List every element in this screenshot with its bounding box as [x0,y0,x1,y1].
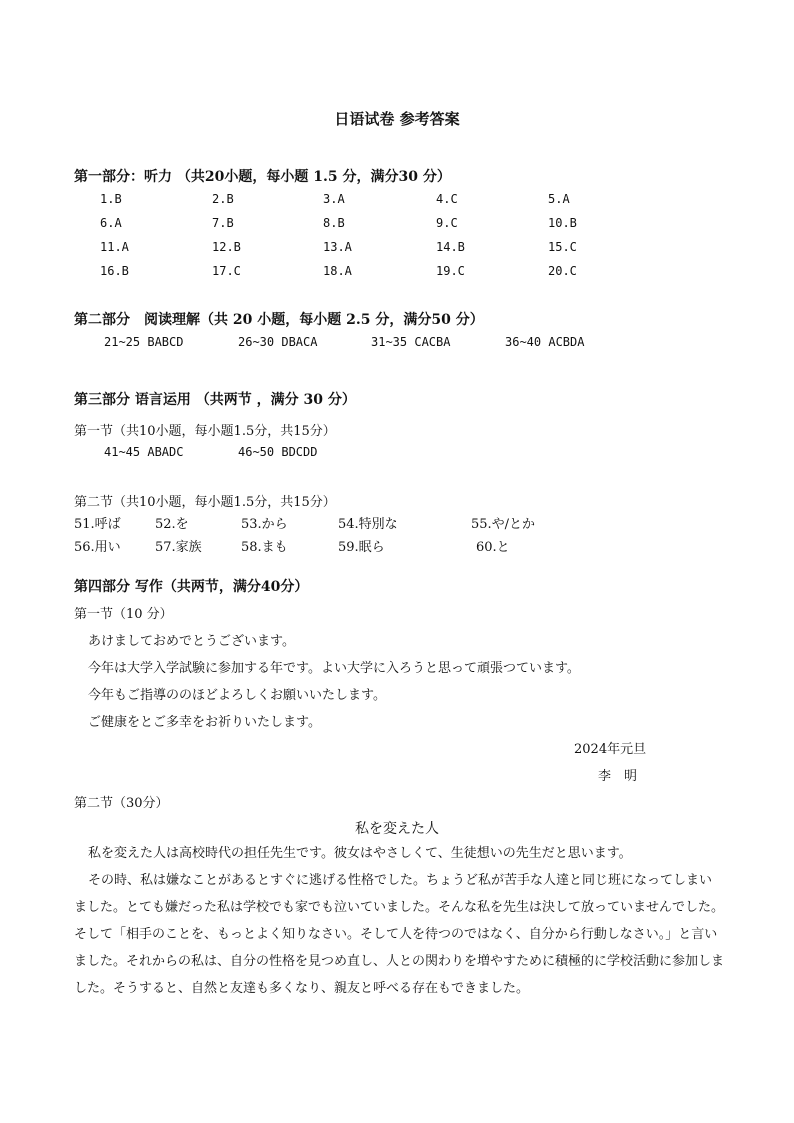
part4-section1-label: 第一节（10 分） [74,607,173,622]
listening-answer: 10.B [548,216,577,230]
listening-answer: 7.B [212,216,234,230]
letter-line: ご健康をとご多幸をお祈りいたします。 [88,715,321,730]
listening-answer: 5.A [548,192,570,206]
cloze-answer: 54.特別な [338,517,398,532]
part3-section2-label: 第二节（共10小题，每小题1.5分，共15分） [74,495,336,510]
cloze-answer: 56.用い [74,540,121,555]
cloze-answer: 58.まも [241,540,288,555]
essay-paragraph: 私を変えた人は高校時代の担任先生です。彼女はやさしくて、生徒想いの先生だと思います。 [88,846,632,861]
letter-date: 2024年元旦 [574,742,647,757]
listening-answer: 20.C [548,264,577,278]
letter-signature: 李 明 [598,769,638,784]
part2-heading: 第二部分 阅读理解（共 20 小题，每小题 2.5 分，满分50 分） [74,312,484,328]
listening-answer: 18.A [323,264,352,278]
listening-answer: 12.B [212,240,241,254]
essay-body [74,840,724,1002]
cloze-answer: 57.家族 [155,540,202,555]
letter-line: 今年は大学入学試験に参加する年です。よい大学に入ろうと思って頑張つています。 [88,661,580,676]
part3-section1-answer: 41~45 ABADC [104,445,184,459]
listening-answer: 13.A [323,240,352,254]
listening-answer: 3.A [323,192,345,206]
essay-paragraph: その時、私は嫌なことがあるとすぐに逃げる性格でした。ちょうど私が苦手な人達と同じ班になってしまいました。とても嫌だった私は学校でも家でも泣いていました。そんな私を先生は決して放っていませんでした。そして「相手のことを、もっとよく知りなさい。そして人を待つのではなく、自分から行動しなさい。」と言いました。それからの私は、自分の性格を見つめ直し、人との関わりを増やすために積極的に学校活動に参加しました。そうすると、自然と友達も多くなり、親友と呼べる存在もできました。 [74,873,725,996]
part2-answer: 26~30 DBACA [238,335,318,349]
listening-answer: 11.A [100,240,129,254]
part2-answer: 21~25 BABCD [104,335,184,349]
part2-answer: 36~40 ACBDA [505,335,585,349]
part3-heading: 第三部分 语言运用 （共两节 ，满分 30 分） [74,392,356,408]
letter-line: あけましておめでとうございます。 [88,634,295,649]
listening-answer: 8.B [323,216,345,230]
listening-answer: 19.C [436,264,465,278]
cloze-answer: 55.や/とか [471,517,536,532]
listening-answer: 9.C [436,216,458,230]
listening-answer: 17.C [212,264,241,278]
listening-answer: 4.C [436,192,458,206]
cloze-answer: 60.と [476,540,510,555]
essay-title: 私を変えた人 [355,821,439,837]
listening-answer: 6.A [100,216,122,230]
listening-answer: 16.B [100,264,129,278]
part1-heading: 第一部分：听力 （共20小题，每小题 1.5 分，满分30 分） [74,169,451,185]
cloze-answer: 53.から [241,517,288,532]
listening-answer: 1.B [100,192,122,206]
part3-section1-answer: 46~50 BDCDD [238,445,318,459]
listening-answer: 14.B [436,240,465,254]
page-title: 日语试卷 参考答案 [334,110,460,128]
part2-answer: 31~35 CACBA [371,335,451,349]
part4-section2-label: 第二节（30分） [74,796,169,811]
part4-heading: 第四部分 写作（共两节，满分40分） [74,579,309,595]
letter-line: 今年もご指導ののほどよろしくお願いいたします。 [88,688,386,703]
listening-answer: 15.C [548,240,577,254]
cloze-answer: 52.を [155,517,189,532]
cloze-answer: 51.呼ば [74,517,121,532]
cloze-answer: 59.眠ら [338,540,385,555]
listening-answer: 2.B [212,192,234,206]
part3-section1-label: 第一节（共10小题，每小题1.5分，共15分） [74,424,336,439]
